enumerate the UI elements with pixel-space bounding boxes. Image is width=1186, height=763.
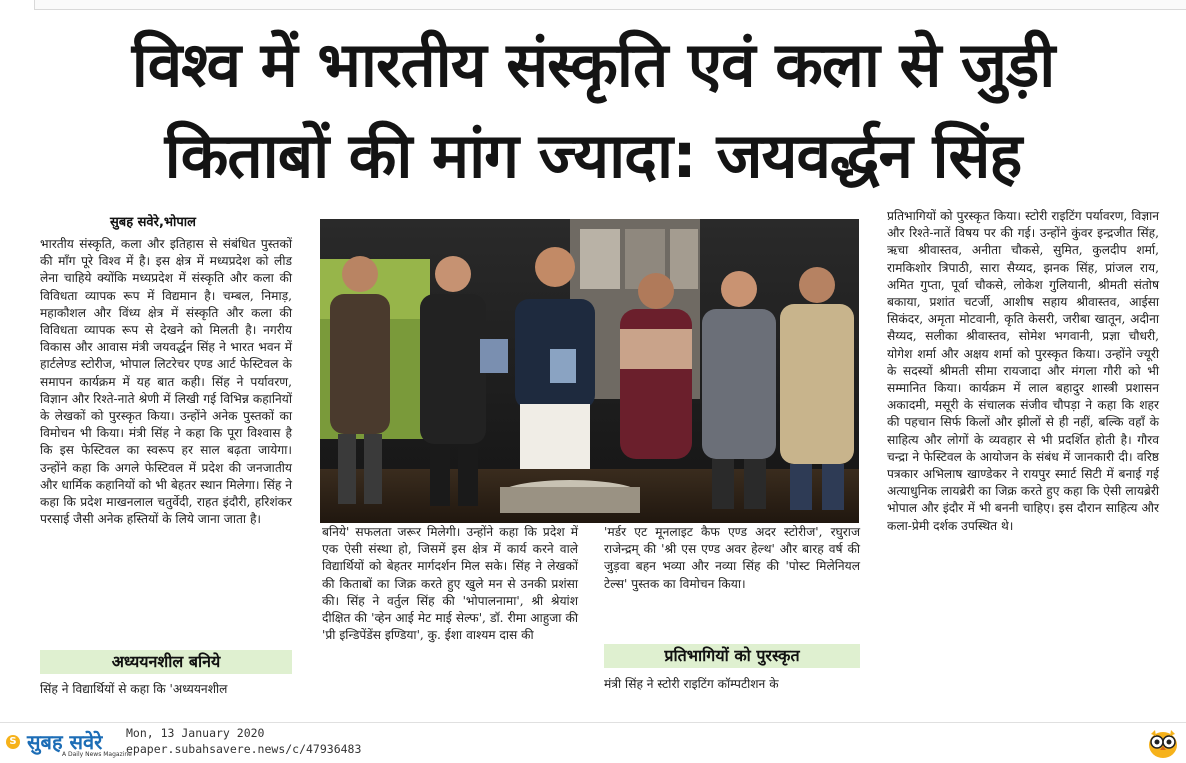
publication-date: Mon, 13 January 2020 bbox=[126, 726, 265, 740]
owl-mascot-icon bbox=[1146, 726, 1180, 760]
article-column-1: भारतीय संस्कृति, कला और इतिहास से संबंधित पुस्तकों की माँग पूरे विश्व में है। इस क्षेत्र में मध्यप्रदेश को लीड लेना चाहिये क्योंकि मध्यप्रदेश में संस्कृति और कला की विविधता व्यापक रूप में विद्यमान है। चम्बल, निमाड़, महाकौशल और विंध्य क्षेत्र में संस्कृति और कला की विविधता व्यापक रूप से देखने को मिलती है। नगरीय विकास और आवास मंत्री जयवर्द्धन सिंह ने भारत भवन में हार्टलेण्ड स्टोरीज, भोपाल लिटरेचर एण्ड आर्ट फेस्टिवल के समापन कार्यक्रम में यह बात कही। सिंह ने पर्यावरण, विज्ञान और रिश्ते-नाते श्रेणी में लिखी गई विभिन्न कहानियों के लेखकों को पुरस्कृत किया। उन्होंने अनेक पुस्तकों का विमोचन भी किया। मंत्री सिंह ने कहा कि पूरा विश्वास है कि इस फेस्टिवल का स्वरूप हर साल बढ़ता जायेगा। उन्होंने कहा कि अगले फेस्टिवल में प्रदेश की जनजातीय और धार्मिक कहानियों को भी बेहतर स्थान मिलेगा। सिंह ने कहा कि प्रदेश माखनलाल चतुर्वेदी, राहत इंदौरी, हरिशंकर परसाई जैसी अनेक हस्तियों के लिये जाना जाता है। bbox=[40, 237, 292, 527]
article-column-3: 'मर्डर एट मूनलाइट कैफ एण्ड अदर स्टोरीज', रघुराज राजेन्द्रम् की 'श्री एस एण्ड अवर हेल्थ' और बारह वर्ष की जुड़वा बहन भव्या और नव्या सिंह की 'पोस्ट मिलेनियल टेल्स' पुस्तक का विमोचन किया। bbox=[604, 525, 860, 591]
event-photo bbox=[320, 219, 859, 523]
headline-line-1: विश्व में भारतीय संस्कृति एवं कला से जुड़ी bbox=[131, 28, 1055, 101]
brand-logo[interactable]: सुबह सवेरे bbox=[27, 730, 103, 754]
byline: सुबह सवेरे,भोपाल bbox=[110, 215, 196, 230]
article-column-3-continued: मंत्री सिंह ने स्टोरी राइटिंग कॉम्पटीशन के bbox=[604, 677, 779, 691]
headline-line-2: किताबों की मांग ज्यादा: जयवर्द्धन सिंह bbox=[164, 119, 1022, 192]
brand-tagline: A Daily News Magazine bbox=[62, 751, 132, 758]
subheading-study: अध्ययनशील बनिये bbox=[40, 650, 292, 674]
event-photo-illustration bbox=[320, 219, 859, 523]
article-column-2: बनिये' सफलता जरूर मिलेगी। उन्होंने कहा कि प्रदेश में एक ऐसी संस्था हो, जिसमें इस क्षेत्र में कार्य करने वाले विद्यार्थियों को बेहतर मार्गदर्शन मिल सके। सिंह ने लेखकों की किताबों का जिक्र करते हुए खुले मन से उनकी प्रशंसा की। सिंह ने वर्तुल सिंह की 'भोपालनामा', श्री श्रेयांश दीक्षित की 'व्हेन आई मेट माई सेल्फ', डॉ. रीमा आहुजा की 'प्री इन्डिपेंडेंस इण्डिया', कु. ईशा वाश्यम दास की bbox=[322, 525, 578, 643]
article-column-1-continued: सिंह ने विद्यार्थियों से कहा कि 'अध्ययनशील bbox=[40, 682, 228, 696]
epaper-link[interactable]: epaper.subahsavere.news/c/47936483 bbox=[126, 742, 362, 756]
subheading-participants: प्रतिभागियों को पुरस्कृत bbox=[604, 644, 860, 668]
article-column-4: प्रतिभागियों को पुरस्कृत किया। स्टोरी राइटिंग पर्यावरण, विज्ञान और रिश्ते-नातें विषय पर की गई। उन्होंने कुंवर इन्द्रजीत सिंह, ऋचा श्रीवास्तव, अनीता चौकसे, सुमित, कुलदीप शर्मा, रामकिशोर त्रिपाठी, सारा सैय्यद, झनक सिंह, प्रांजल राय, अमित गुप्ता, पूर्वा चौकसे, लोकेश गुलियानी, श्रीमती संतोष बकाया, प्रशांत चटर्जी, आशीष सहाय श्रीवास्तव, आईसा सिकंदर, अमृता मोटवानी, कृति केसरी, जरीबा खातून, अदीना सैय्यद, सलीका श्रीवास्तव, सोमेश भगवानी, प्रज्ञा चौधरी, योगेश शर्मा और अक्षय शर्मा को पुरस्कृत किया। उन्होंने ज्यूरी के सदस्यों श्रीमती सीमा रायजादा और मंगला गौरी को भी सम्मानित किया। कार्यक्रम में लाल बहादुर शास्त्री प्रशासन अकादमी, मसूरी के संचालक संजीव चौपड़ा ने कहा कि शहर की पहचान सिर्फ किलों और झीलों से ही नहीं, बल्कि वहाँ के साहित्य और लोगों के व्यवहार से भी प्रदर्शित होती है। गौरव चन्द्रा ने फेस्टिवल के आयोजन के संबंध में जानकारी दी। वरिष्ठ पत्रकार अभिलाष खाण्डेकर ने रायपुर स्मार्ट सिटी में बनाई गई अत्याधुनिक लायब्रेरी का जिक्र करते हुए कहा कि ऐसी लायब्रेरी भोपाल और इंदौर में भी बननी चाहिए। इस दौरान साहित्य और कला-प्रेमी दर्शक उपस्थित थे। bbox=[887, 209, 1159, 533]
top-bar bbox=[34, 0, 1186, 10]
logo-badge-icon: S bbox=[6, 735, 20, 749]
